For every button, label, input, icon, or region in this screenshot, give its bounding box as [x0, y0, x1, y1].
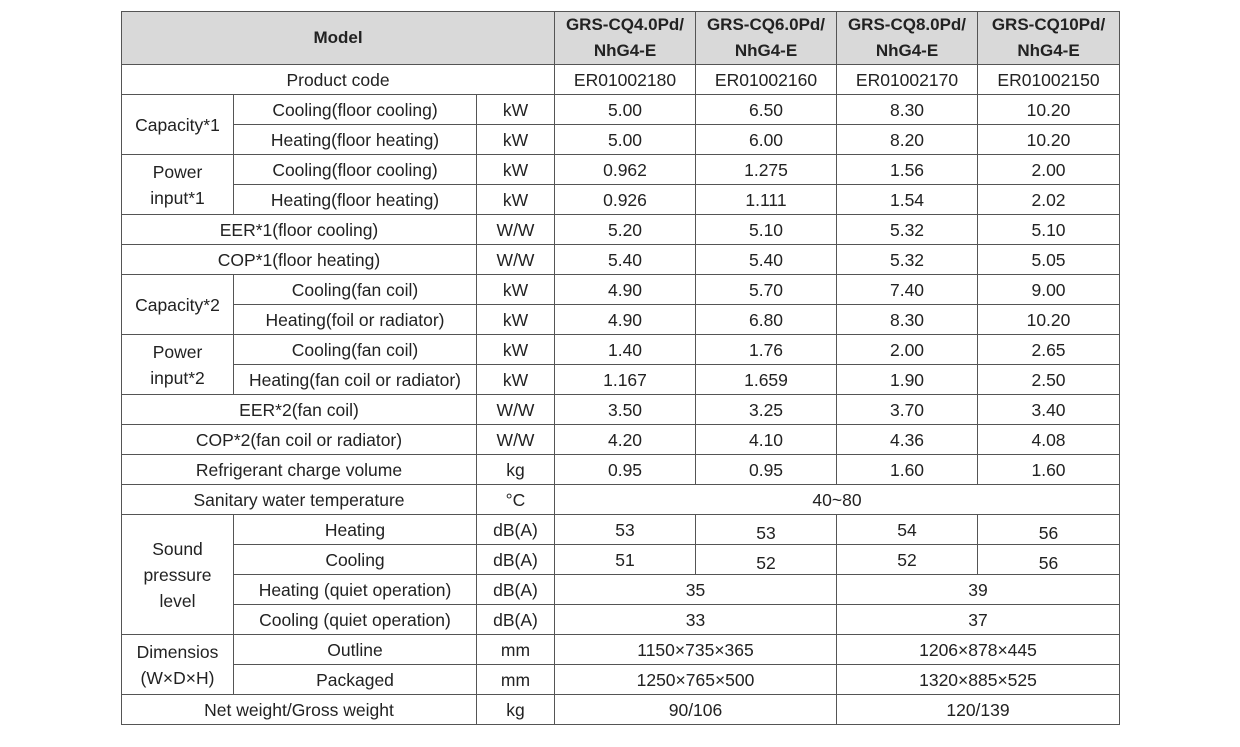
value-cell: 1.167 — [555, 365, 696, 395]
model-line: GRS-CQ8.0Pd/ — [847, 15, 967, 34]
group-line: Power — [152, 161, 203, 182]
value-cell: 2.50 — [978, 365, 1120, 395]
value-cell: 8.30 — [837, 305, 978, 335]
value-cell: 0.95 — [696, 455, 837, 485]
group-label — [122, 635, 234, 695]
group-line: (W×D×H) — [140, 667, 215, 688]
value-cell: 4.20 — [555, 425, 696, 455]
value-cell: 5.10 — [696, 215, 837, 245]
row-label: Cooling(fan coil) — [234, 335, 477, 365]
value-cell: ER01002160 — [696, 65, 837, 95]
unit-cell: W/W — [477, 215, 555, 245]
table-row — [122, 275, 1120, 305]
value-cell: 2.00 — [978, 155, 1120, 185]
row-label: EER*1(floor cooling) — [122, 215, 477, 245]
table-row — [122, 485, 1120, 515]
value-cell: 1.111 — [696, 185, 837, 215]
row-label: Cooling(floor cooling) — [234, 95, 477, 125]
table-row — [122, 575, 1120, 605]
model-line: NhG4-E — [1017, 41, 1080, 60]
unit-cell: kg — [477, 695, 555, 725]
row-label: Sanitary water temperature — [122, 485, 477, 515]
value-cell: 4.08 — [978, 425, 1120, 455]
value-cell: 1.60 — [978, 455, 1120, 485]
row-label: Net weight/Gross weight — [122, 695, 477, 725]
value-cell: 1.56 — [837, 155, 978, 185]
value-cell: 35 — [555, 575, 837, 605]
value-cell — [696, 515, 837, 545]
value-cell: 5.20 — [555, 215, 696, 245]
value-cell: 1206×878×445 — [837, 635, 1120, 665]
value-cell: 9.00 — [978, 275, 1120, 305]
value-cell: 1.90 — [837, 365, 978, 395]
row-label: COP*2(fan coil or radiator) — [122, 425, 477, 455]
table-row — [122, 305, 1120, 335]
table-row — [122, 515, 1120, 545]
value-cell — [978, 545, 1120, 575]
value-cell: 4.90 — [555, 275, 696, 305]
row-label: Outline — [234, 635, 477, 665]
value-cell: 7.40 — [837, 275, 978, 305]
group-label: Capacity*1 — [122, 95, 234, 155]
value-cell: 1.76 — [696, 335, 837, 365]
group-label — [122, 335, 234, 395]
unit-cell: dB(A) — [477, 605, 555, 635]
table-row — [122, 185, 1120, 215]
group-line: Sound — [152, 538, 203, 559]
value-text: 51 — [615, 549, 635, 570]
row-label: Heating(foil or radiator) — [234, 305, 477, 335]
value-cell: 6.00 — [696, 125, 837, 155]
group-label — [122, 155, 234, 215]
table-row — [122, 425, 1120, 455]
row-label: Refrigerant charge volume — [122, 455, 477, 485]
value-cell: 1.275 — [696, 155, 837, 185]
value-cell: 1.659 — [696, 365, 837, 395]
value-cell: 10.20 — [978, 95, 1120, 125]
value-cell: 0.962 — [555, 155, 696, 185]
value-cell: 5.05 — [978, 245, 1120, 275]
table-row — [122, 215, 1120, 245]
value-cell: 1.60 — [837, 455, 978, 485]
value-cell: 2.00 — [837, 335, 978, 365]
value-text: 53 — [756, 522, 776, 543]
value-cell — [555, 515, 696, 545]
value-cell: ER01002180 — [555, 65, 696, 95]
row-label: Heating(fan coil or radiator) — [234, 365, 477, 395]
value-cell: 1250×765×500 — [555, 665, 837, 695]
header-row — [122, 12, 1120, 65]
table-row — [122, 635, 1120, 665]
unit-cell: kW — [477, 185, 555, 215]
group-line: pressure — [143, 564, 212, 585]
value-cell: 5.00 — [555, 95, 696, 125]
table-row — [122, 95, 1120, 125]
row-label: EER*2(fan coil) — [122, 395, 477, 425]
value-cell: 10.20 — [978, 305, 1120, 335]
value-cell — [555, 545, 696, 575]
row-label: Heating(floor heating) — [234, 185, 477, 215]
value-cell: 6.50 — [696, 95, 837, 125]
unit-cell: mm — [477, 665, 555, 695]
table-row — [122, 65, 1120, 95]
value-cell: 3.50 — [555, 395, 696, 425]
unit-cell: dB(A) — [477, 515, 555, 545]
model-cell — [696, 12, 837, 65]
value-cell: 8.20 — [837, 125, 978, 155]
value-cell: 5.40 — [555, 245, 696, 275]
model-cell — [555, 12, 696, 65]
unit-cell: W/W — [477, 425, 555, 455]
group-line: Dimensios — [136, 641, 219, 662]
row-label: Product code — [122, 65, 555, 95]
value-cell — [837, 545, 978, 575]
model-line: NhG4-E — [875, 41, 939, 60]
unit-cell: kW — [477, 305, 555, 335]
unit-cell: kW — [477, 365, 555, 395]
row-label: Heating — [234, 515, 477, 545]
value-text: 52 — [897, 549, 917, 570]
table-row — [122, 335, 1120, 365]
unit-cell: kg — [477, 455, 555, 485]
group-line: level — [159, 590, 196, 611]
value-cell: 5.00 — [555, 125, 696, 155]
value-cell: ER01002170 — [837, 65, 978, 95]
model-line: NhG4-E — [734, 41, 798, 60]
value-cell: 3.25 — [696, 395, 837, 425]
table-row — [122, 545, 1120, 575]
unit-cell: kW — [477, 95, 555, 125]
unit-cell: kW — [477, 335, 555, 365]
unit-cell: W/W — [477, 245, 555, 275]
table-row — [122, 455, 1120, 485]
model-cell — [837, 12, 978, 65]
value-text: 56 — [1038, 552, 1059, 573]
unit-cell: kW — [477, 275, 555, 305]
table-row — [122, 665, 1120, 695]
unit-cell: W/W — [477, 395, 555, 425]
model-label: Model — [122, 12, 555, 65]
table-row — [122, 695, 1120, 725]
value-cell: 4.36 — [837, 425, 978, 455]
value-text: 54 — [897, 519, 917, 540]
value-cell: 4.10 — [696, 425, 837, 455]
value-cell: 40~80 — [555, 485, 1120, 515]
table-row — [122, 245, 1120, 275]
model-line: NhG4-E — [593, 41, 657, 60]
value-cell: 1.54 — [837, 185, 978, 215]
value-cell — [837, 515, 978, 545]
table-row — [122, 605, 1120, 635]
unit-cell: kW — [477, 125, 555, 155]
value-cell: 37 — [837, 605, 1120, 635]
value-cell: 1.40 — [555, 335, 696, 365]
model-line: GRS-CQ6.0Pd/ — [706, 15, 826, 34]
unit-cell: °C — [477, 485, 555, 515]
row-label: Cooling (quiet operation) — [234, 605, 477, 635]
value-cell: 0.95 — [555, 455, 696, 485]
value-text: 56 — [1038, 522, 1059, 543]
value-text: 52 — [756, 552, 776, 573]
value-cell: 6.80 — [696, 305, 837, 335]
value-cell: 1320×885×525 — [837, 665, 1120, 695]
model-line: GRS-CQ4.0Pd/ — [565, 15, 685, 34]
row-label: COP*1(floor heating) — [122, 245, 477, 275]
value-cell: 90/106 — [555, 695, 837, 725]
row-label: Packaged — [234, 665, 477, 695]
value-cell: 33 — [555, 605, 837, 635]
model-line: GRS-CQ10Pd/ — [991, 15, 1106, 34]
value-text: 53 — [615, 519, 635, 540]
row-label: Heating(floor heating) — [234, 125, 477, 155]
unit-cell: mm — [477, 635, 555, 665]
value-cell: 5.32 — [837, 245, 978, 275]
value-cell: 3.70 — [837, 395, 978, 425]
model-cell — [978, 12, 1120, 65]
group-label — [122, 515, 234, 635]
value-cell: 5.40 — [696, 245, 837, 275]
row-label: Cooling — [234, 545, 477, 575]
spec-table — [121, 11, 1120, 725]
value-cell: 2.02 — [978, 185, 1120, 215]
value-cell: 10.20 — [978, 125, 1120, 155]
unit-cell: dB(A) — [477, 545, 555, 575]
value-cell: 5.32 — [837, 215, 978, 245]
value-cell: 4.90 — [555, 305, 696, 335]
table-row — [122, 125, 1120, 155]
value-cell: 8.30 — [837, 95, 978, 125]
value-cell — [696, 545, 837, 575]
group-line: input*1 — [150, 187, 205, 208]
group-label: Capacity*2 — [122, 275, 234, 335]
row-label: Cooling(fan coil) — [234, 275, 477, 305]
table-row — [122, 365, 1120, 395]
value-cell: 120/139 — [837, 695, 1120, 725]
value-cell: 5.70 — [696, 275, 837, 305]
value-cell: 1150×735×365 — [555, 635, 837, 665]
table-row — [122, 395, 1120, 425]
table-row — [122, 155, 1120, 185]
value-cell: 3.40 — [978, 395, 1120, 425]
group-line: Power — [152, 341, 203, 362]
value-cell: 2.65 — [978, 335, 1120, 365]
row-label: Heating (quiet operation) — [234, 575, 477, 605]
value-cell: 5.10 — [978, 215, 1120, 245]
unit-cell: kW — [477, 155, 555, 185]
value-cell: 39 — [837, 575, 1120, 605]
value-cell — [978, 515, 1120, 545]
row-label: Cooling(floor cooling) — [234, 155, 477, 185]
value-cell: ER01002150 — [978, 65, 1120, 95]
unit-cell: dB(A) — [477, 575, 555, 605]
value-cell: 0.926 — [555, 185, 696, 215]
group-line: input*2 — [150, 367, 205, 388]
